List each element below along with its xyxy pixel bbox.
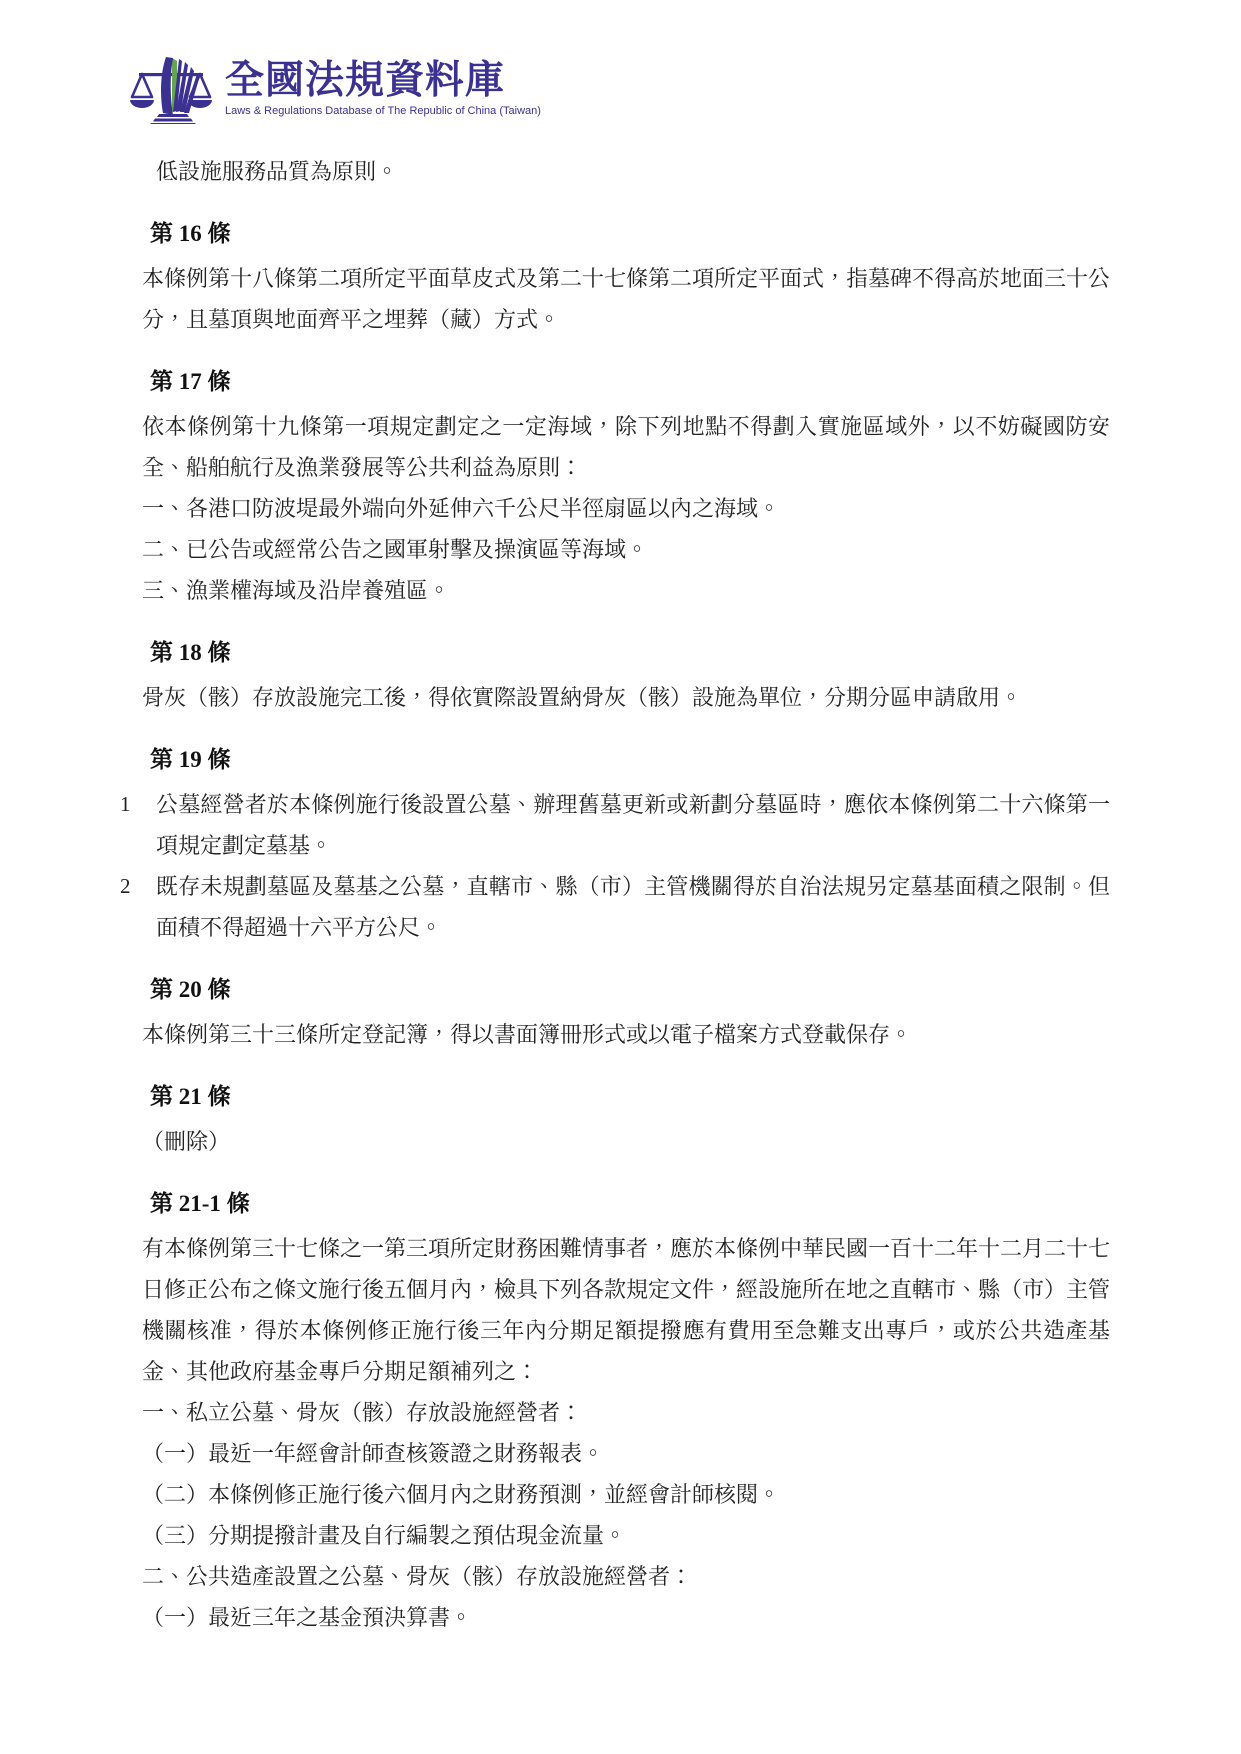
article-heading: 第 20 條 [150,977,231,1002]
paragraph-text: 有本條例第三十七條之一第三項所定財務困難情事者，應於本條例中華民國一百十二年十二月二十七日修正公布之條文施行後五個月內，檢具下列各款規定文件，經設施所在地之直轄市、縣（市）主管機關核准，得於本條例修正施行後三年內分期足額提撥應有費用至急難支出專戶，或於公共造產基金、其他政府基金專戶分期足額補列之： [142,1236,1111,1384]
numbered-paragraph [120,784,1110,866]
numbered-paragraph [120,866,1110,948]
paragraph [142,1597,1110,1638]
paragraph-text: （一）最近一年經會計師查核簽證之財務報表。 [142,1441,605,1466]
paragraph-text: 公墓經營者於本條例施行後設置公墓、辦理舊墓更新或新劃分墓區時，應依本條例第二十六條第一項規定劃定墓基。 [156,792,1110,858]
paragraph-text: （一）最近三年之基金預決算書。 [142,1605,473,1630]
article [142,213,1110,340]
paragraph-text: （刪除） [142,1129,231,1154]
article-list [120,213,1111,1638]
article [142,969,1110,1055]
article-heading: 第 19 條 [150,747,231,772]
article [142,1183,1110,1638]
article-heading: 第 18 條 [150,640,231,665]
article-heading: 第 16 條 [150,221,231,246]
article-heading: 第 17 條 [150,369,231,394]
paragraph [142,677,1110,718]
paragraph [142,529,1110,570]
paragraph-text: 既存未規劃墓區及墓基之公墓，直轄市、縣（市）主管機關得於自治法規另定墓基面積之限制。但面積不得超過十六平方公尺。 [156,874,1110,940]
logo-text-block [225,54,541,118]
logo-title: 全國法規資料庫 [225,59,506,102]
paragraph-text: （二）本條例修正施行後六個月內之財務預測，並經會計師核閱。 [142,1482,781,1507]
article-body [142,406,1110,611]
paragraph [142,1556,1110,1597]
paragraph-text: 本條例第十八條第二項所定平面草皮式及第二十七條第二項所定平面式，指墓碑不得高於地面三十公分，且墓頂與地面齊平之埋葬（藏）方式。 [142,266,1111,332]
paragraph-text: 一、各港口防波堤最外端向外延伸六千公尺半徑扇區以內之海域。 [142,496,781,521]
logo-subtitle: Laws & Regulations Database of The Republic of China (Taiwan) [225,105,541,117]
paragraph [142,406,1110,488]
article [142,1076,1110,1162]
paragraph-text: 二、已公告或經常公告之國軍射擊及操演區等海域。 [142,537,649,562]
paragraph-text: 三、漁業權海域及沿岸養殖區。 [142,578,451,603]
paragraph [142,1515,1110,1556]
article-body [142,258,1110,340]
book-and-scales-icon [129,54,213,124]
article-body [142,1121,1110,1162]
paragraph-text: 本條例第三十三條所定登記簿，得以書面簿冊形式或以電子檔案方式登載保存。 [142,1022,913,1047]
site-logo [129,54,541,124]
paragraph-text: 骨灰（骸）存放設施完工後，得依實際設置納骨灰（骸）設施為單位，分期分區申請啟用。 [142,685,1023,710]
article [120,739,1110,948]
paragraph [142,1121,1110,1162]
article [142,632,1110,718]
article [142,361,1110,611]
paragraph-number: 1 [120,792,131,816]
paragraph-text: 二、公共造產設置之公墓、骨灰（骸）存放設施經營者： [142,1564,693,1589]
continuation-paragraph: 低設施服務品質為原則。 [156,159,399,184]
law-article-content [120,151,1111,1638]
paragraph-number: 2 [120,874,131,898]
paragraph-text: 依本條例第十九條第一項規定劃定之一定海域，除下列地點不得劃入實施區域外，以不妨礙國防安全、船舶航行及漁業發展等公共利益為原則： [142,414,1110,480]
article-body [142,1014,1110,1055]
paragraph-text: （三）分期提撥計畫及自行編製之預估現金流量。 [142,1523,627,1548]
article-body [120,784,1110,948]
paragraph [142,1474,1110,1515]
paragraph-text: 一、私立公墓、骨灰（骸）存放設施經營者： [142,1400,583,1425]
article-heading: 第 21-1 條 [150,1191,250,1216]
paragraph [142,570,1110,611]
paragraph [142,488,1110,529]
paragraph [142,1014,1110,1055]
article-body [142,677,1110,718]
article-body [142,1228,1110,1638]
article-heading: 第 21 條 [150,1084,231,1109]
paragraph [142,258,1110,340]
paragraph [142,1392,1110,1433]
paragraph [142,1433,1110,1474]
paragraph [142,1228,1110,1392]
